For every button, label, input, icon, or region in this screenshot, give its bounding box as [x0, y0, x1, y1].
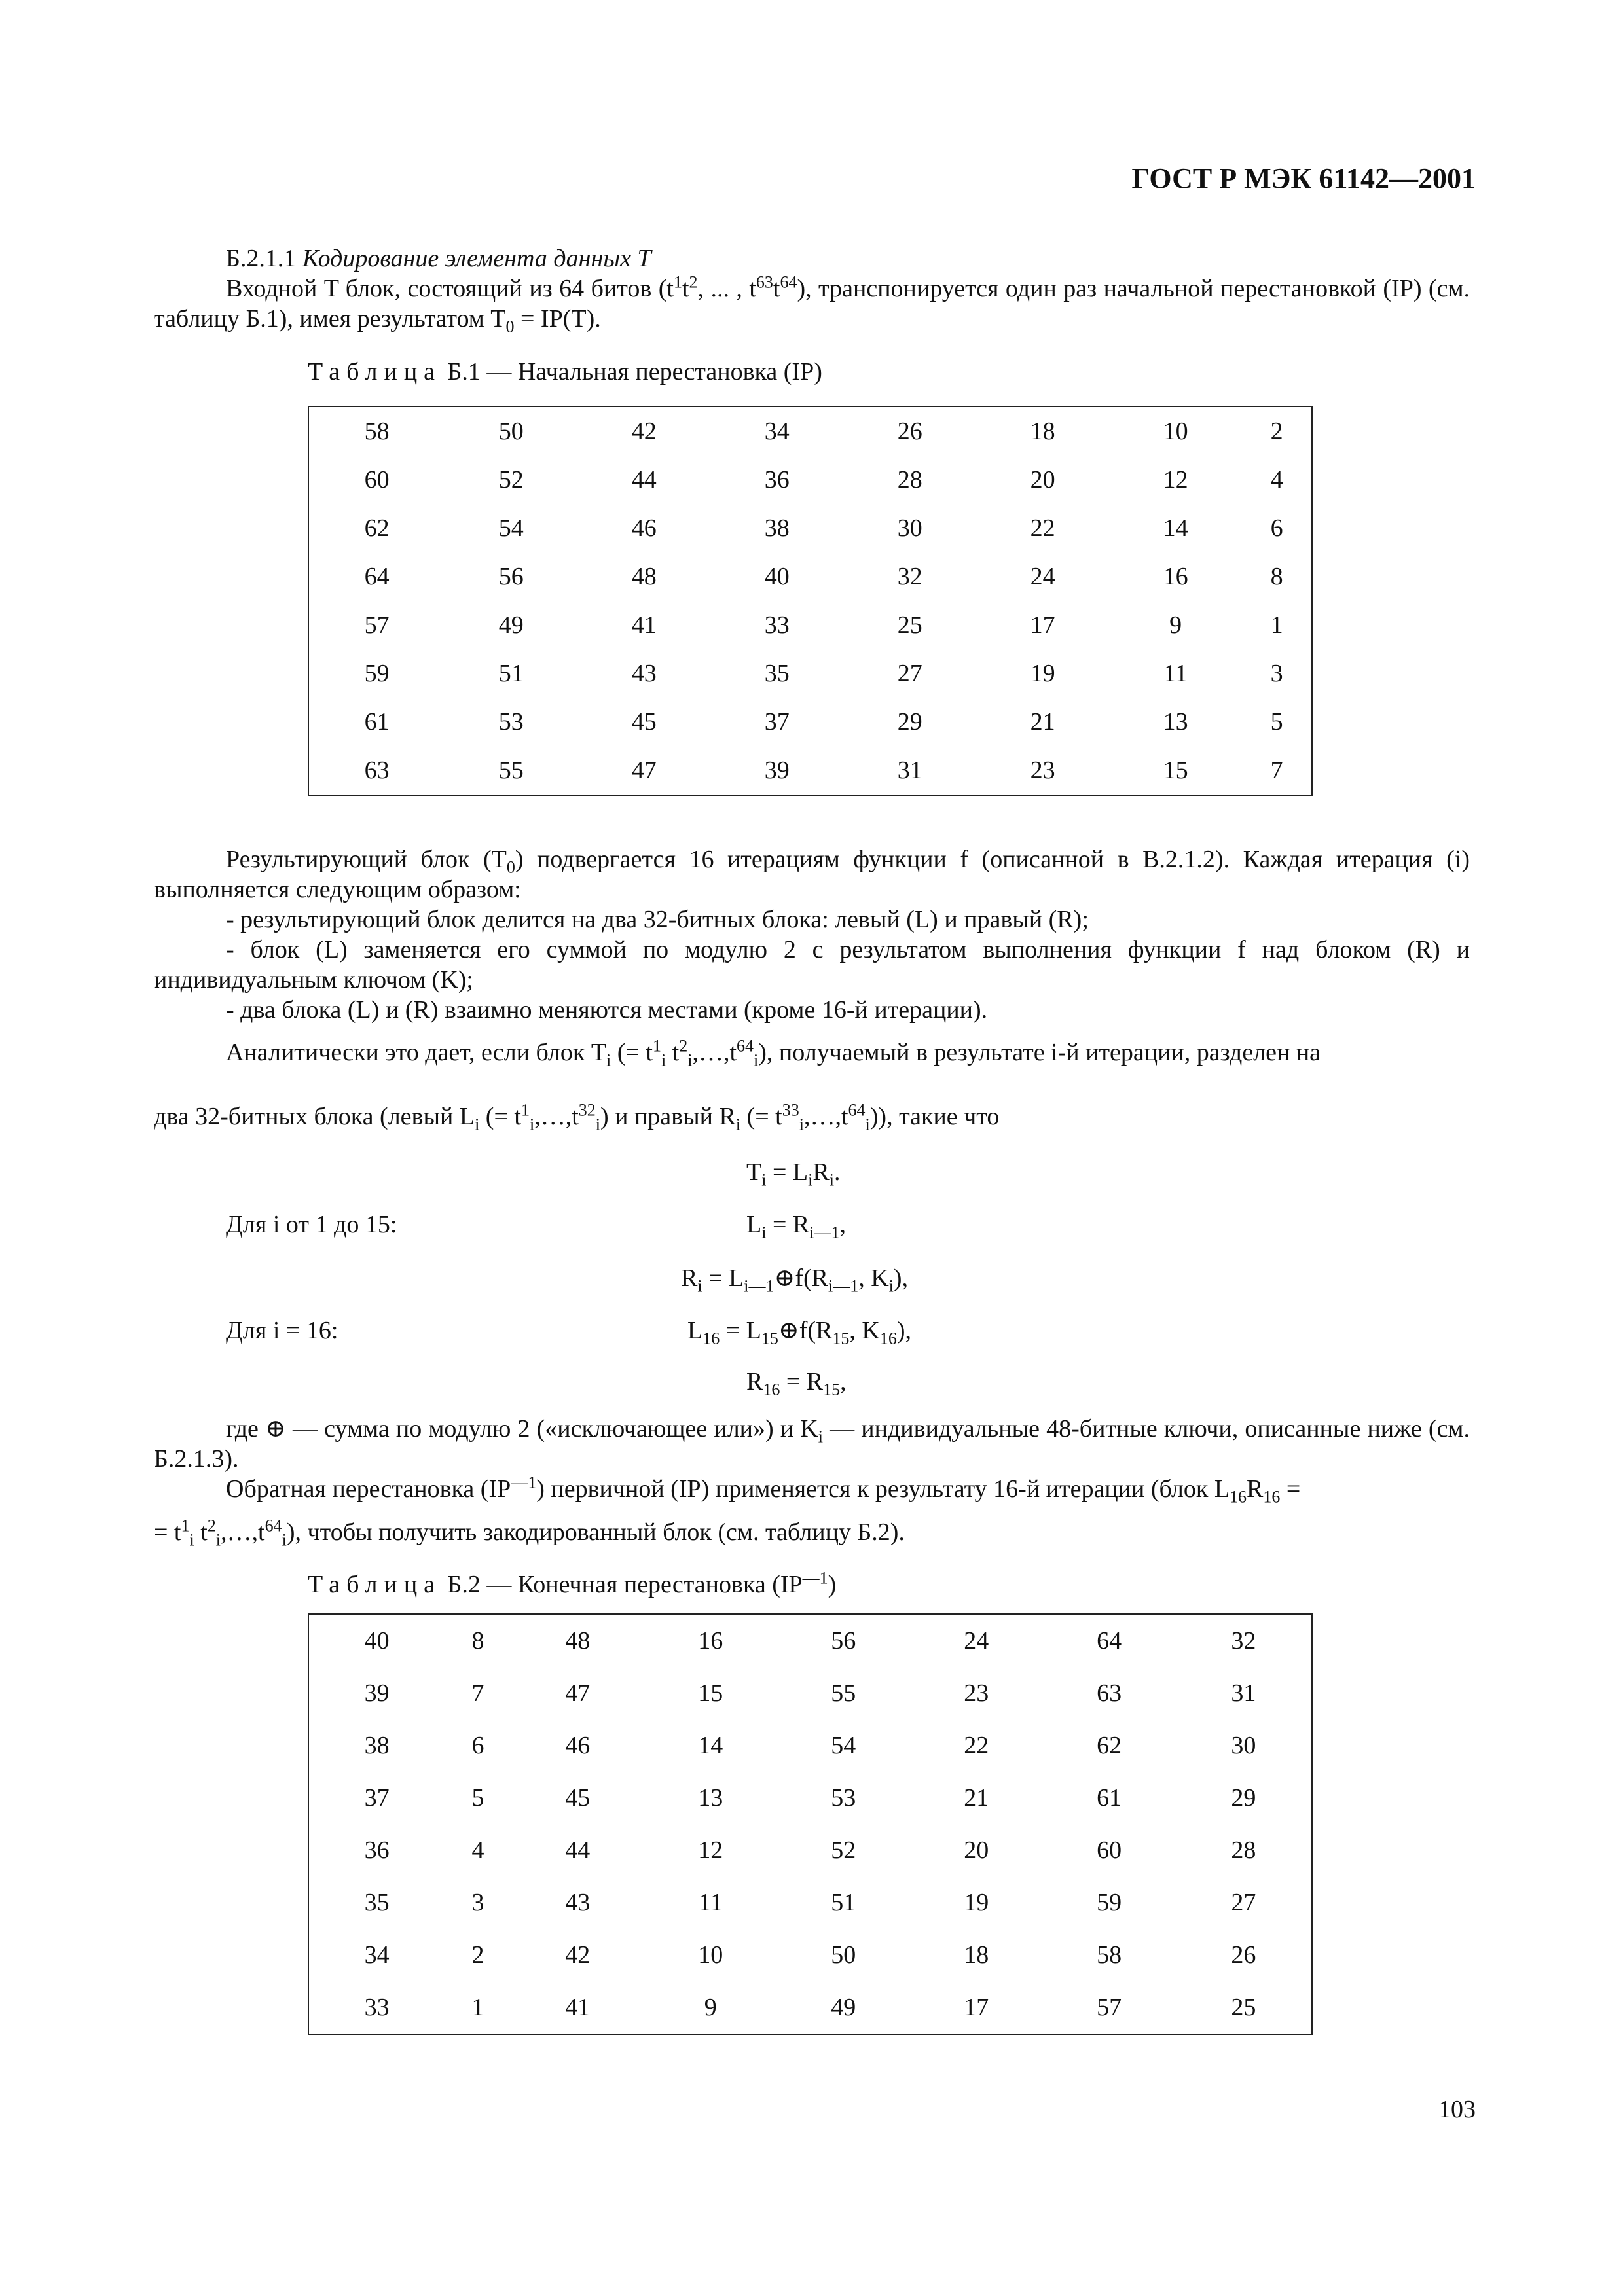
document-header: ГОСТ Р МЭК 61142—2001 — [1131, 162, 1476, 194]
table-row — [308, 1824, 1312, 1876]
table-cell: 54 — [831, 1732, 856, 1759]
table-cell: 23 — [1030, 757, 1055, 784]
table-cell: 31 — [1231, 1679, 1256, 1707]
inverse-paragraph-2: = $t^1_i$ $t^2_i,\dots,t^{64}_i$), чтобы получить закодированный блок (см. таблицу Б.2). — [154, 1516, 905, 1550]
table-cell: 13 — [1163, 708, 1188, 736]
table-cell: 36 — [364, 1837, 390, 1864]
table-cell: 64 — [1097, 1627, 1122, 1655]
formula-r16: $R_{16} = R_{15}$, — [746, 1368, 847, 1399]
table-cell: 37 — [764, 708, 790, 736]
table-cell: 29 — [897, 708, 922, 736]
table-cell: 24 — [1030, 563, 1055, 590]
table-cell: 44 — [631, 466, 657, 493]
table-cell: 10 — [1163, 418, 1188, 445]
table-cell: 2 — [471, 1941, 484, 1969]
section-number: Б.2.1.1 — [226, 245, 297, 272]
table-cell: 6 — [471, 1732, 484, 1759]
table-cell: 43 — [565, 1889, 591, 1916]
table-row — [308, 649, 1312, 698]
table-cell: 28 — [897, 466, 922, 493]
table-cell: 1 — [1270, 611, 1283, 639]
table-cell: 52 — [831, 1837, 856, 1864]
table-cell: 50 — [831, 1941, 856, 1969]
table-cell: 32 — [897, 563, 922, 590]
table-final-permutation — [308, 1613, 1313, 2035]
table-cell: 26 — [897, 418, 922, 445]
table-cell: 48 — [631, 563, 657, 590]
table-cell: 61 — [364, 708, 390, 736]
table2-caption: Таблица Б.2 — Конечная перестановка $(IP^{—1})$ — [308, 1568, 837, 1598]
iteration-block — [154, 844, 1470, 1025]
table-cell: 42 — [565, 1941, 591, 1969]
table-cell: 4 — [1270, 466, 1283, 493]
table-row — [308, 1929, 1312, 1981]
table-cell: 8 — [1270, 563, 1283, 590]
table-cell: 53 — [831, 1784, 856, 1812]
table-cell: 4 — [471, 1837, 484, 1864]
table-cell: 7 — [471, 1679, 484, 1707]
table-cell: 35 — [364, 1889, 390, 1916]
bullet-item: - два блока (L) и (R) взаимно меняются местами (кроме 16-й итерации). — [226, 996, 988, 1024]
table-cell: 56 — [498, 563, 524, 590]
table-cell: 56 — [831, 1627, 856, 1655]
table-cell: 40 — [364, 1627, 390, 1655]
table-cell: 41 — [631, 611, 657, 639]
table-cell: 53 — [498, 708, 524, 736]
table-cell: 63 — [1097, 1679, 1122, 1707]
bullet-item: - блок (L) заменяется его суммой по модулю 2 с результатом выполнения функции f над блоком (R) и индивидуальным ключом (K); — [154, 936, 1470, 994]
table-cell: 49 — [498, 611, 524, 639]
table-cell: 35 — [764, 660, 790, 687]
table-row — [308, 1614, 1312, 1667]
table-cell: 51 — [831, 1889, 856, 1916]
formula-r: $R_i$ = $L_{i—1}\oplus f(R_{i—1}$, $K_i$), — [681, 1265, 909, 1296]
table-cell: 22 — [1030, 514, 1055, 542]
table-cell: 51 — [498, 660, 524, 687]
section-heading — [154, 243, 1470, 274]
table-cell: 11 — [1163, 660, 1188, 687]
table-cell: 3 — [471, 1889, 484, 1916]
table-cell: 30 — [1231, 1732, 1256, 1759]
table1-caption: Таблица Б.1 — Начальная перестановка (IP) — [308, 358, 822, 386]
where-paragraph: где ⊕ — сумма по модулю 2 («исключающее или») и $K_i$ — индивидуальные 48-битные ключи, описанные ниже (см. Б.2.1.3). Обратная перестановка $(IP^{—1})$ первичной (IP) применяется к результату 16-й итерации (блок $L_{16}R_{16}$ = — [154, 1415, 1470, 1507]
table-cell: 45 — [565, 1784, 591, 1812]
table-cell: 19 — [964, 1889, 989, 1916]
table-cell: 28 — [1231, 1837, 1256, 1864]
table-cell: 17 — [1030, 611, 1055, 639]
table-cell: 57 — [364, 611, 390, 639]
table-cell: 6 — [1270, 514, 1283, 542]
table-row — [308, 406, 1312, 456]
table-row — [308, 552, 1312, 601]
table-cell: 49 — [831, 1994, 856, 2021]
section-title: Кодирование элемента данных T — [302, 245, 651, 272]
table-cell: 59 — [364, 660, 390, 687]
intro-block — [154, 243, 1470, 334]
table-cell: 64 — [364, 563, 390, 590]
table-cell: 48 — [565, 1627, 591, 1655]
table-row — [308, 1876, 1312, 1929]
table-cell: 54 — [498, 514, 524, 542]
table-cell: 30 — [897, 514, 922, 542]
table-row — [308, 1667, 1312, 1719]
intro-paragraph: Входной T блок, состоящий из 64 битов ($t^1t^2$, ... , $t^{63}t^{64}$), транспонируется один раз начальной перестановкой (IP) (см. таблицу Б.1), имея результатом $T_0 = IP(T)$. — [154, 272, 1470, 336]
table-cell: 43 — [631, 660, 657, 687]
table-row — [308, 601, 1312, 649]
table-cell: 38 — [764, 514, 790, 542]
table-cell: 16 — [1163, 563, 1188, 590]
table-cell: 5 — [471, 1784, 484, 1812]
table-cell: 29 — [1231, 1784, 1256, 1812]
table-cell: 20 — [1030, 466, 1055, 493]
table-cell: 11 — [698, 1889, 723, 1916]
table-cell: 33 — [364, 1994, 390, 2021]
table-cell: 10 — [698, 1941, 723, 1969]
table-cell: 24 — [964, 1627, 989, 1655]
table-cell: 52 — [498, 466, 524, 493]
label-i-16: Для i = 16: — [226, 1317, 338, 1344]
table-cell: 37 — [364, 1784, 390, 1812]
table-cell: 40 — [764, 563, 790, 590]
analytic-paragraph: Аналитически это дает, если блок $T_i$ (= $t^1_i$ $t^2_i,\dots,t^{64}_i$), получаемый в результате i-й итерации, разделен на — [226, 1036, 1321, 1070]
table-initial-permutation — [308, 406, 1313, 796]
formula-l16: $L_{16}$ = $L_{15}\oplus f(R_{15}$, $K_{16}$), — [687, 1317, 911, 1348]
table-cell: 15 — [1163, 757, 1188, 784]
table-row — [308, 1719, 1312, 1772]
table-cell: 33 — [764, 611, 790, 639]
table-row — [308, 1772, 1312, 1824]
table-cell: 9 — [704, 1994, 717, 2021]
table-cell: 1 — [471, 1994, 484, 2021]
table-cell: 23 — [964, 1679, 989, 1707]
table-cell: 63 — [364, 757, 390, 784]
table-cell: 42 — [631, 418, 657, 445]
table-cell: 32 — [1231, 1627, 1256, 1655]
table-cell: 31 — [897, 757, 922, 784]
table-cell: 57 — [1097, 1994, 1122, 2021]
table-row — [308, 504, 1312, 552]
table-cell: 59 — [1097, 1889, 1122, 1916]
bullet-item: - результирующий блок делится на два 32-битных блока: левый (L) и правый (R); — [226, 906, 1089, 933]
table-cell: 60 — [364, 466, 390, 493]
table-cell: 8 — [471, 1627, 484, 1655]
table-cell: 22 — [964, 1732, 989, 1759]
table-cell: 41 — [565, 1994, 591, 2021]
table-row — [308, 698, 1312, 746]
iteration-paragraph: Результирующий блок $(T_0)$ подвергается 16 итерациям функции f (описанной в B.2.1.2). Каждая итерация (i) выполняется следующим образом: — [154, 846, 1470, 903]
table-cell: 20 — [964, 1837, 989, 1864]
table-row — [308, 1981, 1312, 2034]
table-cell: 62 — [364, 514, 390, 542]
table-cell: 12 — [698, 1837, 723, 1864]
table-cell: 25 — [897, 611, 922, 639]
table-cell: 62 — [1097, 1732, 1122, 1759]
table-cell: 50 — [498, 418, 524, 445]
table-cell: 5 — [1270, 708, 1283, 736]
table-cell: 34 — [764, 418, 790, 445]
table-cell: 14 — [698, 1732, 723, 1759]
label-i-1-15: Для i от 1 до 15: — [226, 1211, 397, 1238]
analytic-paragraph-2: два 32-битных блока (левый $L_i$ (= $t^1_i,\dots,t^{32}_i$) и правый $R_i$ (= $t^{33}_i,\dots,t^{64}_i$)), такие что — [154, 1100, 1000, 1134]
page-number: 103 — [1438, 2096, 1476, 2123]
table-cell: 27 — [1231, 1889, 1256, 1916]
table-cell: 26 — [1231, 1941, 1256, 1969]
table-cell: 17 — [964, 1994, 989, 2021]
table-cell: 27 — [897, 660, 922, 687]
table-cell: 58 — [1097, 1941, 1122, 1969]
table-cell: 25 — [1231, 1994, 1256, 2021]
table-cell: 7 — [1270, 757, 1283, 784]
table-cell: 55 — [498, 757, 524, 784]
table-cell: 16 — [698, 1627, 723, 1655]
table-cell: 60 — [1097, 1837, 1122, 1864]
formula-t: $T_i = L_iR_i$. — [746, 1158, 841, 1190]
table-cell: 21 — [964, 1784, 989, 1812]
table-cell: 3 — [1270, 660, 1283, 687]
table-cell: 47 — [565, 1679, 591, 1707]
table-cell: 9 — [1169, 611, 1182, 639]
table-cell: 39 — [764, 757, 790, 784]
table-cell: 44 — [565, 1837, 591, 1864]
inverse-paragraph: Обратная перестановка $(IP^{—1})$ первичной (IP) применяется к результату 16-й итерации (блок $L_{16}R_{16}$ = — [226, 1473, 1301, 1507]
table-cell: 36 — [764, 466, 790, 493]
table-cell: 47 — [631, 757, 657, 784]
table-row — [308, 746, 1312, 795]
table-cell: 21 — [1030, 708, 1055, 736]
table-cell: 12 — [1163, 466, 1188, 493]
table-row — [308, 456, 1312, 504]
formula-l: $L_i = R_{i—1}$, — [746, 1211, 846, 1242]
table-cell: 61 — [1097, 1784, 1122, 1812]
table-cell: 39 — [364, 1679, 390, 1707]
table-cell: 18 — [964, 1941, 989, 1969]
table-cell: 34 — [364, 1941, 390, 1969]
table-cell: 14 — [1163, 514, 1188, 542]
table-cell: 38 — [364, 1732, 390, 1759]
table-cell: 19 — [1030, 660, 1055, 687]
table-cell: 45 — [631, 708, 657, 736]
table-cell: 58 — [364, 418, 390, 445]
table-cell: 46 — [631, 514, 657, 542]
table-cell: 46 — [565, 1732, 591, 1759]
table-cell: 13 — [698, 1784, 723, 1812]
table-cell: 18 — [1030, 418, 1055, 445]
table-cell: 15 — [698, 1679, 723, 1707]
table-cell: 55 — [831, 1679, 856, 1707]
table-cell: 2 — [1270, 418, 1283, 445]
